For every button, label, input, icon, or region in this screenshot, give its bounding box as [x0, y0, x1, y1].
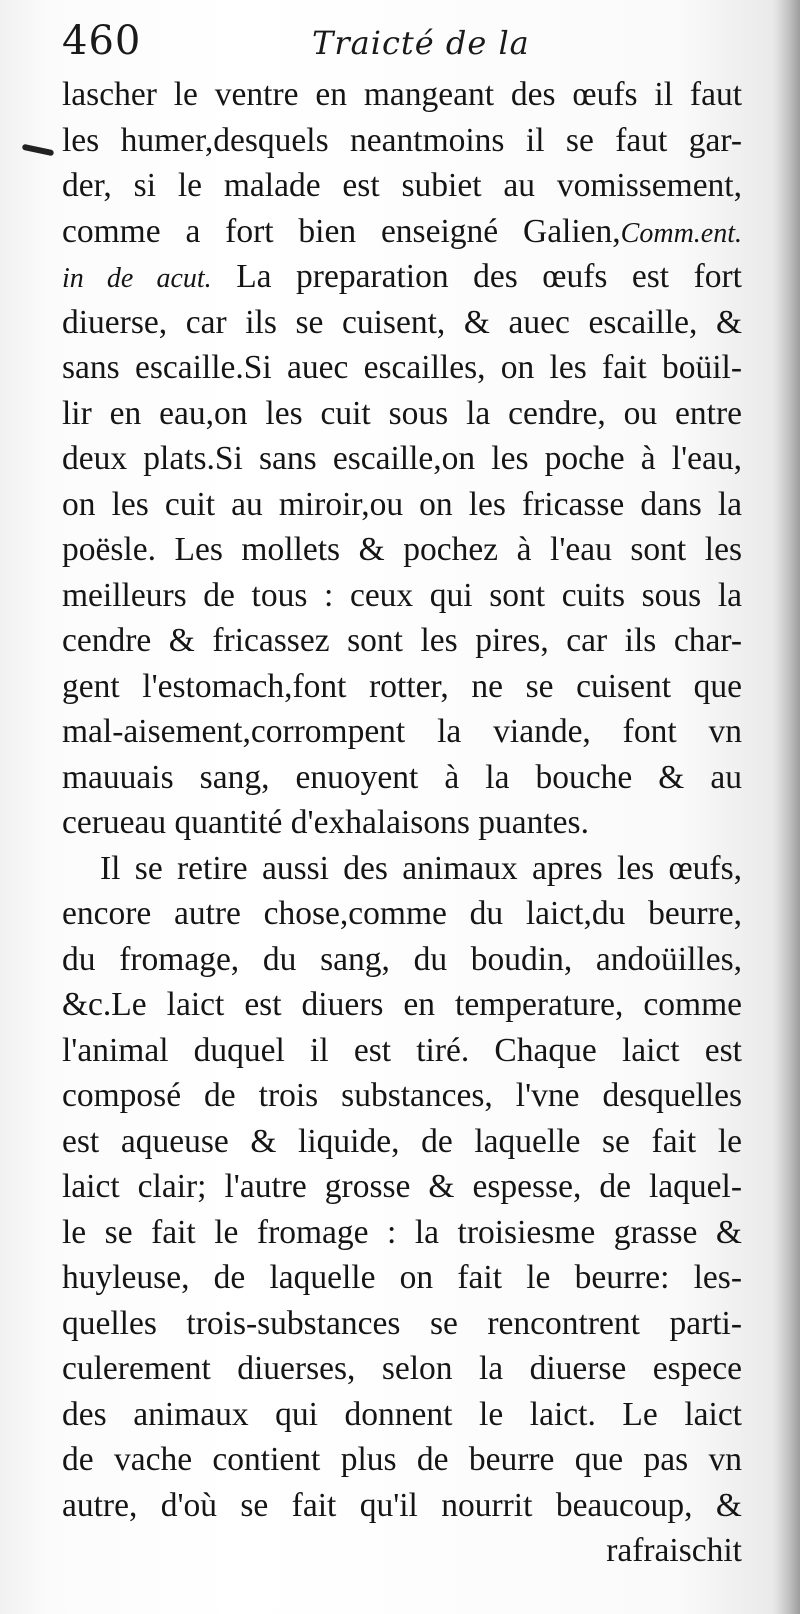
- text-line-1: lascher le ventre en mangeant des œufs il faut: [62, 76, 742, 113]
- text-line-6: diuerse, car ils se cuisent, & auec escaille, &: [62, 303, 742, 341]
- margin-mark: [22, 144, 55, 157]
- text-line-4: [62, 209, 742, 255]
- text-line-19: encore autre chose,comme du laict,du beurre,: [62, 895, 742, 932]
- text-line-26: le se fait le fromage : la troisiesme grasse &: [62, 1213, 742, 1251]
- page-header: [62, 10, 752, 80]
- text-line-17: cerueau quantité d'exhalaisons puantes.: [62, 804, 589, 841]
- text-line-5-main: in de acut. La preparation des œufs est fort: [62, 258, 742, 295]
- text-line-16: mauuais sang, enuoyent à la bouche & au: [62, 758, 742, 796]
- text-line-23: composé de trois substances, l'vne desquelles: [62, 1077, 742, 1114]
- text-line-28: quelles trois-substances se rencontrent parti-: [62, 1304, 742, 1342]
- text-line-2: les humer,desquels neantmoins il se faut gar-: [62, 121, 742, 159]
- text-line-11: poësle. Les mollets & pochez à l'eau sont les: [62, 531, 742, 568]
- text-line-3: der, si le malade est subiet au vomissement,: [62, 167, 742, 204]
- text-line-24: est aqueuse & liquide, de laquelle se fait le: [62, 1122, 742, 1160]
- citation-italic: Comm.ent.: [620, 217, 742, 249]
- text-line-4-main: comme a fort bien enseigné Galien,: [62, 212, 621, 250]
- text-line-8: lir en eau,on les cuit sous la cendre, ou entre: [62, 394, 742, 432]
- text-line-18: Il se retire aussi des animaux apres les œufs,: [100, 849, 742, 887]
- catchword: rafraischit: [606, 1532, 742, 1569]
- text-line-29: culerement diuerses, selon la diuerse espece: [62, 1350, 742, 1387]
- text-line-22: l'animal duquel il est tiré. Chaque laict est: [62, 1031, 742, 1069]
- citation-italic-continued: in de acut.: [62, 263, 212, 294]
- text-line-12: meilleurs de tous : ceux qui sont cuits sous la: [62, 576, 742, 614]
- body-text: [62, 72, 742, 1574]
- text-line-21: &c.Le laict est diuers en temperature, comme: [62, 986, 742, 1023]
- text-line-32: autre, d'où se fait qu'il nourrit beaucoup, &: [62, 1486, 742, 1524]
- text-line-7: sans escaille.Si auec escailles, on les fait boüil-: [62, 349, 742, 386]
- text-line-13: cendre & fricassez sont les pires, car ils char-: [62, 622, 742, 659]
- text-line-30: des animaux qui donnent le laict. Le laict: [62, 1395, 742, 1433]
- text-line-27: huyleuse, de laquelle on fait le beurre: les-: [62, 1259, 742, 1296]
- text-line-20: du fromage, du sang, du boudin, andoüilles,: [62, 940, 742, 978]
- text-line-15: mal-aisement,corrompent la viande, font vn: [62, 713, 742, 750]
- running-head: Traicté de la: [312, 24, 530, 62]
- text-line-5: [62, 254, 742, 300]
- page-edge-shadow: [772, 0, 800, 1614]
- text-line-25: laict clair; l'autre grosse & espesse, de laquel-: [62, 1168, 742, 1205]
- text-line-10: on les cuit au miroir,ou on les fricasse dans la: [62, 485, 742, 523]
- text-line-14: gent l'estomach,font rotter, ne se cuisent que: [62, 667, 742, 705]
- text-line-31: de vache contient plus de beurre que pas vn: [62, 1441, 742, 1478]
- text-line-9: deux plats.Si sans escaille,on les poche à l'eau,: [62, 440, 742, 477]
- page-number: 460: [62, 18, 142, 64]
